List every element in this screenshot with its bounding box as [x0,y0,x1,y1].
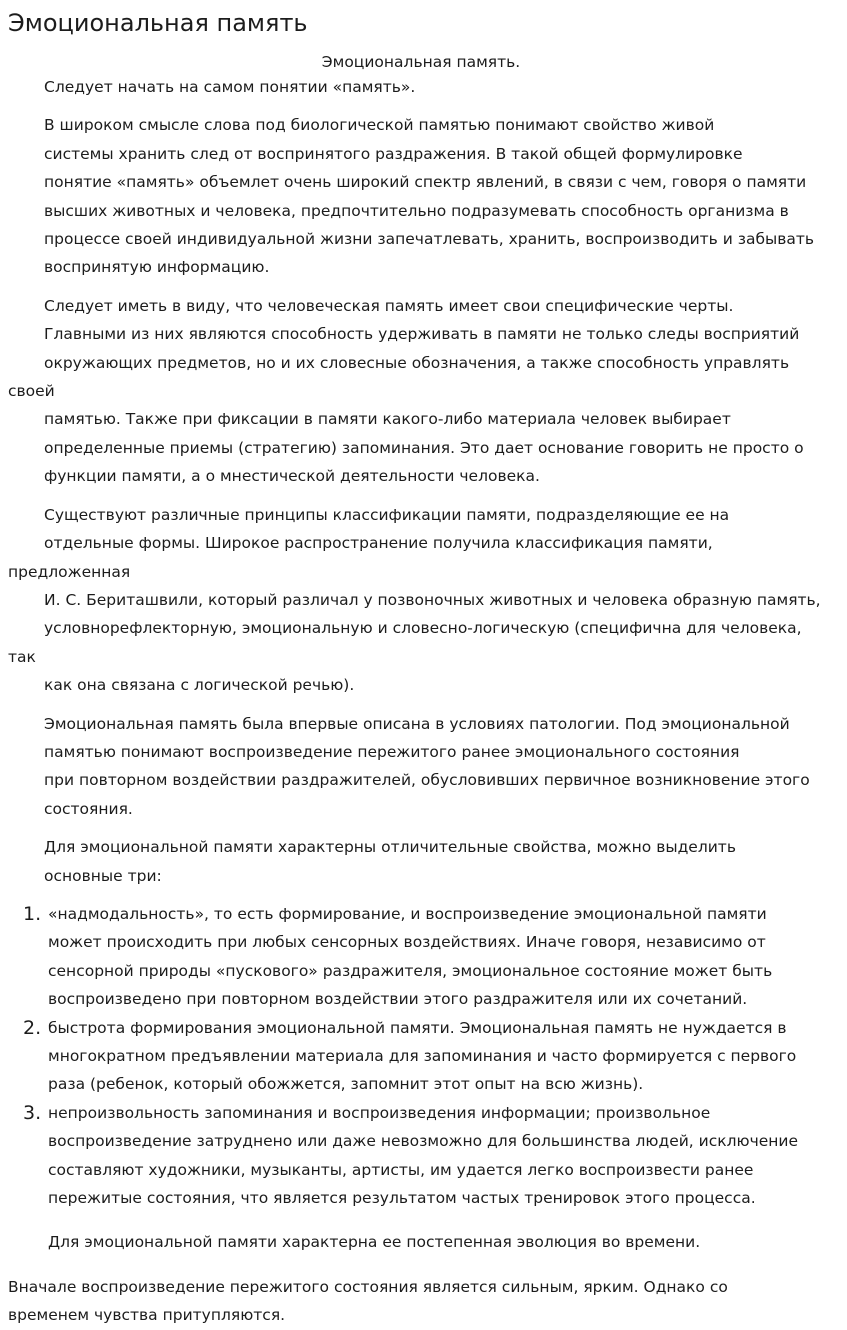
text-line: непроизвольность запоминания и воспроизведения информации; произвольное [48,1103,711,1122]
text-line: Следует начать на самом понятии «память». [44,78,416,96]
list-item [23,1014,834,1099]
list-number: 3. [23,1101,42,1124]
paragraph [8,710,834,824]
paragraph [8,73,834,101]
paragraph [8,292,834,491]
text-line: окружающих предметов, но и их словесные обозначения, а также способность управлять своей [8,353,790,401]
text-line: воспроизведено при повторном воздействии этого раздражителя или их сочетаний. [48,990,748,1009]
text-line: Для эмоциональной памяти характерны отличительные свойства, можно выделить [44,838,736,857]
page-title: Эмоциональная память [8,9,308,37]
paragraph [8,833,834,890]
text-line: высших животных и человека, предпочтительно подразумевать способность организма в [44,201,789,220]
text-line: определенные приемы (стратегию) запоминания. Это дает основание говорить не просто о [44,438,804,457]
text-line: составляют художники, музыканты, артисты, им удается легко воспроизвести ранее [48,1160,754,1179]
text-line: воспроизведение затруднено или даже невозможно для большинства людей, исключение [48,1132,799,1151]
text-line: многократном предъявлении материала для запоминания и часто формируется с первого [48,1047,797,1065]
text-line: сенсорной природы «пускового» раздражителя, эмоциональное состояние может быть [48,961,773,980]
text-line: Следует иметь в виду, что человеческая память имеет свои специфические черты. [44,296,734,315]
text-line: Существуют различные принципы классификации памяти, подразделяющие ее на [44,505,730,524]
text-line: системы хранить след от воспринятого раздражения. В такой общей формулировке [44,144,743,163]
text-line: основные три: [44,866,162,885]
document-page [8,0,834,1330]
text-line: процессе своей индивидуальной жизни запечатлевать, хранить, воспроизводить и забывать [44,230,815,249]
text-line: условнорефлекторную, эмоциональную и словесно-логическую (специфична для человека, так [8,619,802,666]
text-line: раза (ребенок, который обожжется, запомнит этот опыт на всю жизнь). [48,1075,644,1094]
text-line: отдельные формы. Широкое распространение получила классификация памяти, предложенная [8,534,713,581]
text-line: при повторном воздействии раздражителей, обусловивших первичное возникновение этого [44,771,810,790]
after-list-paragraph: Для эмоциональной памяти характерна ее постепенная эволюция во времени. [48,1233,701,1252]
text-line: «надмодальность», то есть формирование, и воспроизведение эмоциональной памяти [48,904,767,923]
text-line: памятью. Также при фиксации в памяти какого-либо материала человек выбирает [44,410,731,429]
list-number: 1. [23,902,42,925]
body-paragraphs [8,73,834,890]
properties-list [8,900,834,1212]
text-line: И. С. Бериташвили, который различал у позвоночных животных и человека образную память, [44,590,821,609]
paragraph [8,111,834,281]
text-line: как она связана с логической речью). [44,676,355,695]
text-line: может происходить при любых сенсорных воздействиях. Иначе говоря, независимо от [48,933,766,952]
text-line: пережитые состояния, что является результатом частых тренировок этого процесса. [48,1189,756,1208]
text-line: В широком смысле слова под биологической памятью понимают свойство живой [44,116,715,135]
text-line: состояния. [44,799,133,818]
text-line: памятью понимают воспроизведение пережитого ранее эмоционального состояния [44,742,740,761]
text-line: Вначале воспроизведение пережитого состояния является сильным, ярким. Однако со [8,1277,728,1296]
text-line: Главными из них являются способность удерживать в памяти не только следы восприятий [44,325,800,344]
list-item [23,1099,834,1213]
last-paragraph [8,1273,834,1330]
text-line: понятие «память» объемлет очень широкий спектр явлений, в связи с чем, говоря о памяти [44,173,807,192]
text-line: Эмоциональная память была впервые описана в условиях патологии. Под эмоциональной [44,714,790,733]
text-line: быстрота формирования эмоциональной памяти. Эмоциональная память не нуждается в [48,1018,787,1037]
list-number: 2. [23,1016,42,1039]
paragraph [8,501,834,700]
text-line: воспринятую информацию. [44,258,270,277]
document-subtitle: Эмоциональная память. [321,53,521,71]
list-item [23,900,834,1014]
text-line: временем чувства притупляются. [8,1306,286,1325]
text-line: функции памяти, а о мнестической деятельности человека. [44,467,540,486]
